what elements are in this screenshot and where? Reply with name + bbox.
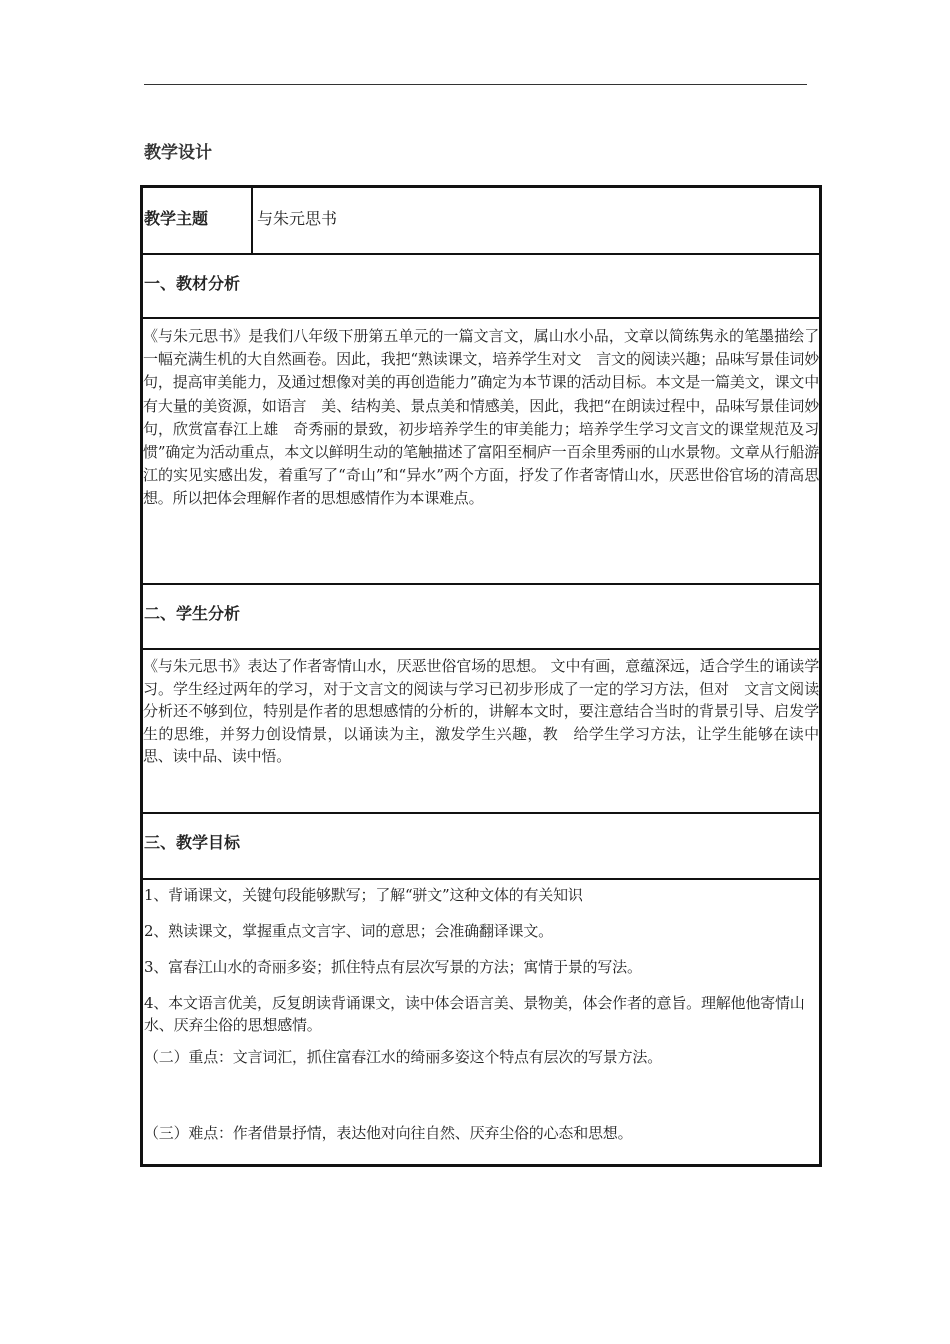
theme-row [143,188,819,255]
material-text: 《与朱元思书》是我们八年级下册第五单元的一篇文言文，属山水小品，文章以简练隽永的笔墨描绘了一幅充满生机的大自然画卷。因此，我把“熟读课文，培养学生对文 言文的阅读兴趣；品味写景佳词妙句，提高审美能力，及通过想像对美的再创造能力”确定为本节课的活动目标。本文是一篇美文，课文中有大量的美资源，如语言 美、结构美、景点美和情感美，因此，我把“在朗读过程中，品味写景佳词妙句，欣赏富春江上雄 奇秀丽的景致，初步培养学生的审美能力；培养学生学习文言文的课堂规范及习惯”确定为活动重点，本文以鲜明生动的笔触描述了富阳至桐庐一百余里秀丽的山水景物。文章从行船游江的实见实感出发，着重写了“奇山”和“异水”两个方面，抒发了作者寄情山水，厌恶世俗官场的清高思想。所以把体会理解作者的思想感情作为本课难点。 [143,327,819,508]
objectives-body-row [143,880,819,1164]
objectives-heading: 三、教学目标 [144,833,241,852]
objective-item: 4、本文语言优美，反复朗读背诵课文，读中体会语言美、景物美，体会作者的意旨。理解他他寄情山水、厌弃尘俗的思想感情。 [144,994,805,1034]
material-heading: 一、教材分析 [144,274,241,293]
student-body-row [143,650,819,814]
objective-item: 1、背诵课文，关键句段能够默写；了解“骈文”这种文体的有关知识 [144,886,583,904]
student-heading-row [143,585,819,650]
material-body-row [143,319,819,585]
objective-item: 3、富春江山水的奇丽多姿；抓住特点有层次写景的方法；寓情于景的写法。 [144,958,642,976]
objectives-heading-row [143,814,819,880]
difficulty-point: （三）难点：作者借景抒情，表达他对向往自然、厌弃尘俗的心态和思想。 [144,1124,633,1142]
teaching-design-table [140,185,822,1167]
student-heading: 二、学生分析 [144,604,241,623]
header-rule [144,84,807,85]
theme-value: 与朱元思书 [257,209,338,228]
objective-item: 2、熟读课文，掌握重点文言字、词的意思；会准确翻译课文。 [144,922,553,940]
theme-label: 教学主题 [143,188,253,253]
material-heading-row [143,255,819,319]
document-title: 教学设计 [144,143,212,163]
key-point: （二）重点：文言词汇，抓住富春江水的绮丽多姿这个特点有层次的写景方法。 [144,1048,663,1066]
student-text: 《与朱元思书》表达了作者寄情山水，厌恶世俗官场的思想。 文中有画，意蕴深远，适合学生的诵读学习。学生经过两年的学习，对于文言文的阅读与学习已初步形成了一定的学习方法，但对 文言文阅读分析还不够到位，特别是作者的思想感情的分析的，讲解本文时，要注意结合当时的背景引导、启发学生的思维，并努力创设情景，以诵读为主，激发学生兴趣，教 给学生学习方法，让学生能够在读中思、读中品、读中悟。 [143,657,819,766]
